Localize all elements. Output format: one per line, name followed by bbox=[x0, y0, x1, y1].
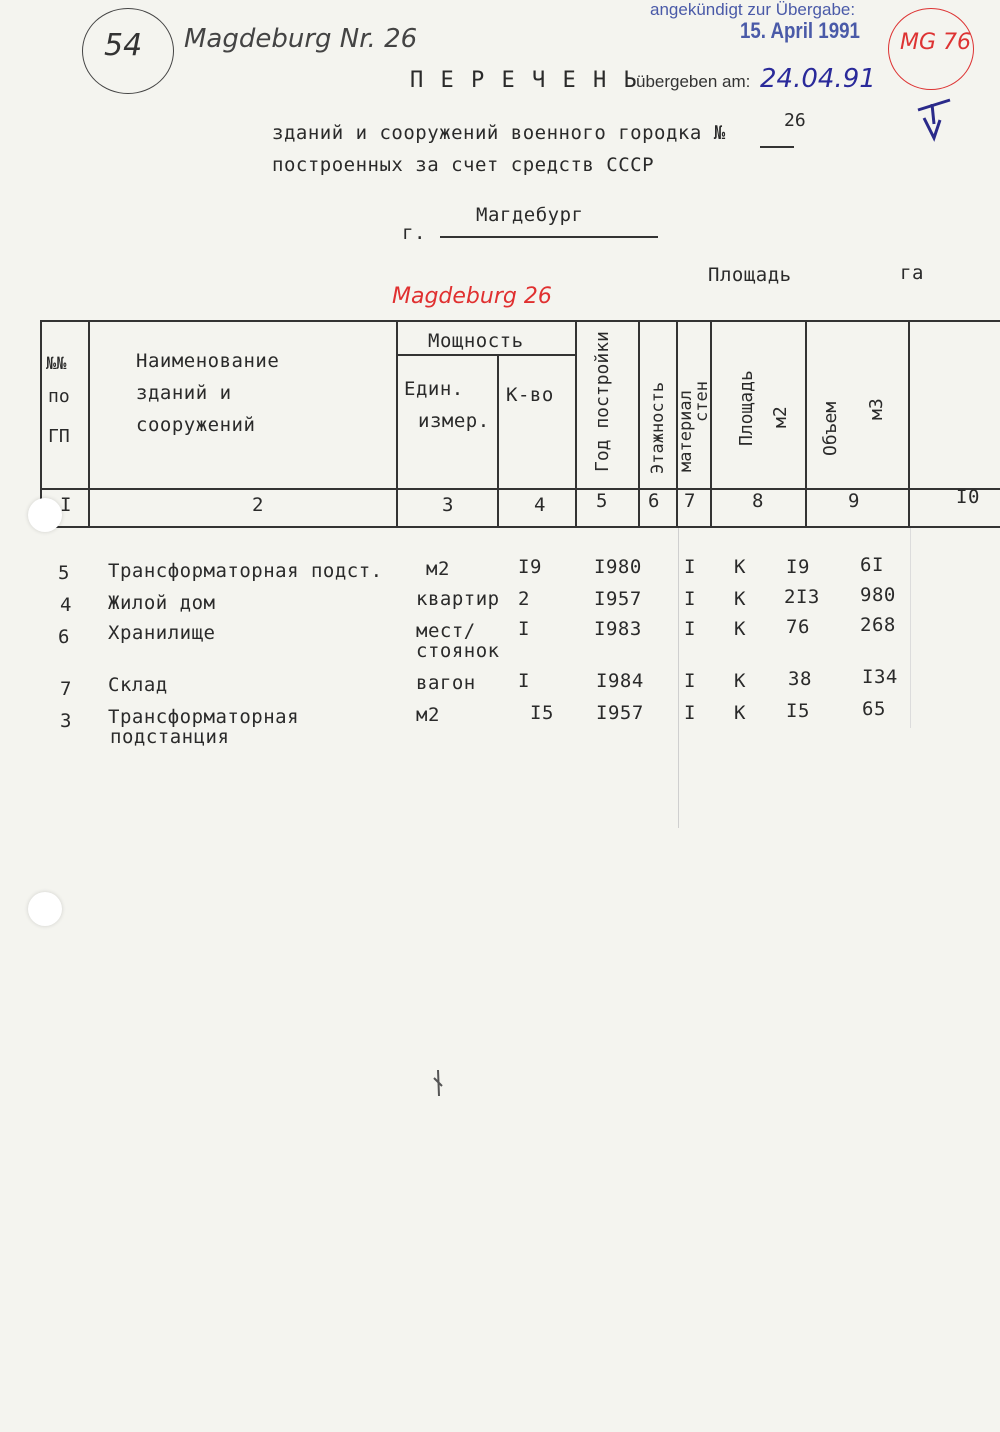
row-number: 7 bbox=[60, 678, 72, 700]
row-number: 6 bbox=[58, 626, 70, 648]
col-number: 6 bbox=[648, 490, 660, 512]
volume-header-line1: Объем bbox=[820, 401, 841, 456]
number-fill: 26 bbox=[784, 110, 806, 131]
number-blank bbox=[760, 146, 794, 148]
col-divider-3 bbox=[497, 356, 499, 528]
row-area: 38 bbox=[788, 668, 812, 690]
col2-header-line2: зданий и bbox=[136, 382, 232, 404]
row-name: Хранилище bbox=[108, 622, 216, 644]
unit-header-line1: Един. bbox=[404, 378, 464, 400]
year-header: Год постройки bbox=[592, 331, 613, 472]
pen-mark-icon bbox=[430, 1068, 446, 1098]
floors-header: Этажность bbox=[648, 381, 668, 474]
table-numbers-divider bbox=[40, 526, 1000, 528]
row-name: Жилой дом bbox=[108, 592, 216, 614]
col-divider-4 bbox=[575, 320, 577, 528]
row-volume: 65 bbox=[862, 698, 886, 720]
city-underline bbox=[440, 236, 658, 238]
col-number: 7 bbox=[684, 490, 696, 512]
row-floors: I bbox=[684, 702, 696, 724]
row-material: К bbox=[734, 670, 746, 692]
col-divider-5 bbox=[638, 320, 640, 528]
col-number: 8 bbox=[752, 490, 764, 512]
faint-column-line bbox=[910, 528, 911, 728]
row-name: Трансформаторная bbox=[108, 706, 300, 728]
col1-header-line1: №№ bbox=[46, 354, 67, 374]
col-divider-2 bbox=[396, 320, 398, 528]
row-material: К bbox=[734, 556, 746, 578]
area-header-line2: м2 bbox=[770, 406, 791, 428]
row-area: I9 bbox=[786, 556, 810, 578]
handed-over-label: übergeben am: bbox=[636, 72, 751, 91]
row-number: 3 bbox=[60, 710, 72, 732]
area-unit: га bbox=[900, 262, 924, 284]
stamp-line1: angekündigt zur Übergabe: bbox=[650, 0, 856, 19]
row-qty: I bbox=[518, 670, 530, 692]
check-mark-icon bbox=[910, 88, 960, 148]
punch-hole bbox=[28, 892, 62, 926]
capacity-underline bbox=[397, 354, 575, 356]
row-unit: квартир bbox=[416, 588, 500, 610]
col-number: I0 bbox=[956, 486, 980, 508]
header-line2: построенных за счет средств СССР bbox=[272, 154, 655, 176]
row-number: 5 bbox=[58, 562, 70, 584]
row-qty: I5 bbox=[530, 702, 554, 724]
faint-column-line bbox=[678, 528, 679, 828]
capacity-header: Мощность bbox=[428, 330, 524, 352]
volume-header-line2: м3 bbox=[866, 398, 887, 420]
row-unit-line2: стоянок bbox=[416, 640, 500, 662]
row-year: I957 bbox=[596, 702, 644, 724]
col-divider-7 bbox=[710, 320, 712, 528]
table-top-border bbox=[40, 320, 1000, 322]
col-number: I bbox=[60, 494, 72, 516]
row-area: 76 bbox=[786, 616, 810, 638]
row-floors: I bbox=[684, 618, 696, 640]
table-border-left bbox=[40, 320, 42, 528]
row-floors: I bbox=[684, 556, 696, 578]
row-qty: I bbox=[518, 618, 530, 640]
handover-date: 24.04.91 bbox=[760, 64, 876, 94]
col-number: 9 bbox=[848, 490, 860, 512]
col-number: 3 bbox=[442, 494, 454, 516]
col-number: 4 bbox=[534, 494, 546, 516]
handwritten-note-top: Magdeburg Nr. 26 bbox=[184, 24, 418, 54]
handwritten-table-note: Magdeburg 26 bbox=[392, 284, 552, 309]
row-year: I983 bbox=[594, 618, 642, 640]
city-prefix: г. bbox=[402, 222, 426, 244]
col-number: 2 bbox=[252, 494, 264, 516]
col-number: 5 bbox=[596, 490, 608, 512]
row-floors: I bbox=[684, 588, 696, 610]
row-name: Трансформаторная подст. bbox=[108, 560, 383, 582]
page-title: П Е Р Е Ч Е Н Ь bbox=[410, 68, 639, 93]
row-volume: 268 bbox=[860, 614, 896, 636]
col-divider-9 bbox=[908, 320, 910, 528]
row-material: К bbox=[734, 702, 746, 724]
unit-header-line2: измер. bbox=[418, 410, 490, 432]
row-year: I984 bbox=[596, 670, 644, 692]
circled-number-text: 54 bbox=[104, 28, 143, 63]
qty-header: К-во bbox=[506, 384, 554, 406]
row-qty: 2 bbox=[518, 588, 530, 610]
stamp-line2: 15. April 1991 bbox=[740, 18, 860, 43]
circled-code-text: MG 76 bbox=[900, 30, 972, 55]
row-year: I957 bbox=[594, 588, 642, 610]
material-header-line1: материал bbox=[676, 390, 696, 472]
row-volume: I34 bbox=[862, 666, 898, 688]
row-name-line2: подстанция bbox=[110, 726, 230, 748]
row-area: I5 bbox=[786, 700, 810, 722]
punch-hole bbox=[28, 498, 62, 532]
row-floors: I bbox=[684, 670, 696, 692]
material-header-line2: стен bbox=[692, 381, 712, 422]
row-volume: 980 bbox=[860, 584, 896, 606]
row-name: Склад bbox=[108, 674, 168, 696]
col-divider-8 bbox=[805, 320, 807, 528]
col1-header-line3: ГП bbox=[48, 426, 70, 447]
row-material: К bbox=[734, 588, 746, 610]
area-label: Площадь bbox=[708, 264, 792, 286]
col-divider-1 bbox=[88, 320, 90, 528]
row-number: 4 bbox=[60, 594, 72, 616]
row-unit: м2 bbox=[426, 558, 450, 580]
row-year: I980 bbox=[594, 556, 642, 578]
row-qty: I9 bbox=[518, 556, 542, 578]
row-volume: 6I bbox=[860, 554, 884, 576]
row-unit: вагон bbox=[416, 672, 476, 694]
city-name: Магдебург bbox=[476, 204, 584, 226]
row-area: 2I3 bbox=[784, 586, 820, 608]
header-line1: зданий и сооружений военного городка № bbox=[272, 122, 726, 144]
row-unit: м2 bbox=[416, 704, 440, 726]
area-header-line1: Площадь bbox=[736, 370, 757, 446]
row-unit: мест/ bbox=[416, 620, 476, 642]
col2-header-line1: Наименование bbox=[136, 350, 280, 372]
col2-header-line3: сооружений bbox=[136, 414, 256, 436]
col1-header-line2: по bbox=[48, 386, 70, 407]
row-material: К bbox=[734, 618, 746, 640]
